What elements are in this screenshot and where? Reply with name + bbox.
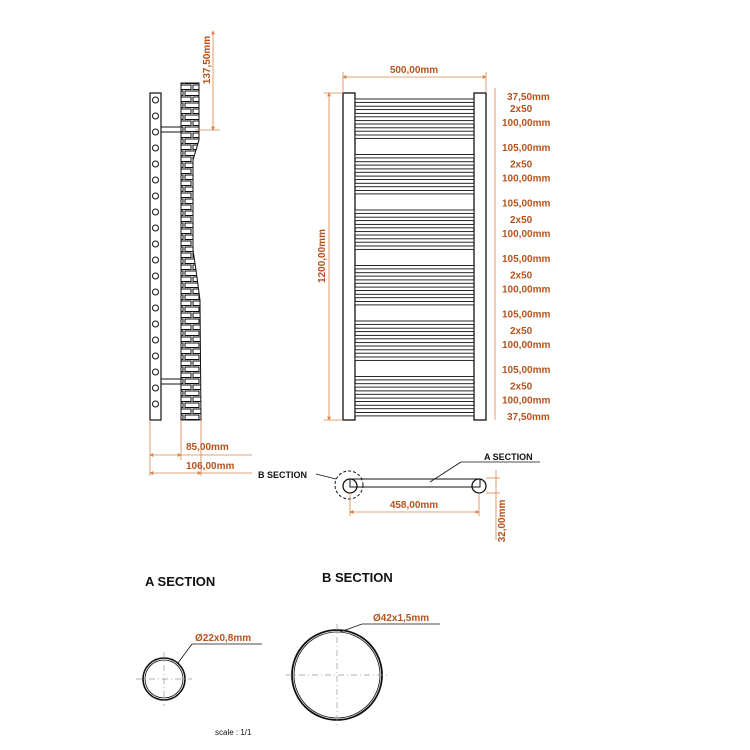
dim-spacing-top: 37,50mm: [507, 92, 550, 103]
towel-bar: [355, 413, 474, 416]
towel-bar: [355, 391, 474, 394]
towel-bar: [355, 183, 474, 186]
a-section-callout: A SECTION: [484, 452, 533, 462]
column-hole: [153, 257, 159, 263]
towel-bar: [355, 99, 474, 102]
side-view: [150, 31, 252, 476]
towel-bar: [355, 135, 474, 138]
towel-bar: [355, 121, 474, 124]
dim-spacing-bottom: 37,50mm: [507, 412, 550, 423]
top-view: [258, 452, 540, 542]
dim-gap: 100,00mm: [502, 229, 551, 240]
towel-bar: [355, 155, 474, 158]
column-hole: [153, 321, 159, 327]
towel-bar: [355, 176, 474, 179]
towel-bar: [355, 210, 474, 213]
dim-pair: 2x50: [510, 381, 533, 393]
towel-bar: [355, 217, 474, 220]
dim-next: 105,00mm: [502, 143, 551, 154]
towel-bar: [355, 162, 474, 165]
column-hole: [153, 305, 159, 311]
dim-next: 105,00mm: [502, 198, 551, 210]
towel-bar: [355, 343, 474, 346]
brick-wall: [181, 83, 201, 420]
towel-bars: [355, 99, 474, 416]
dim-next: 105,00mm: [502, 254, 551, 265]
towel-bar: [355, 302, 474, 305]
dim-depth-inner: 85,00mm: [186, 442, 229, 453]
dim-gap: 100,00mm: [502, 118, 551, 129]
towel-bar: [355, 384, 474, 387]
column-hole: [153, 225, 159, 231]
left-collector: [343, 93, 355, 420]
column-hole: [153, 369, 159, 375]
towel-bar: [355, 239, 474, 242]
column-hole: [153, 241, 159, 247]
section-a-title: A SECTION: [145, 574, 216, 589]
dim-gap: 100,00mm: [502, 284, 551, 296]
section-b-diameter: Ø42x1,5mm: [373, 613, 430, 624]
spacing-groups: [502, 104, 550, 407]
dim-top-depth: 32,00mm: [497, 499, 508, 543]
dim-inner-width: 458,00mm: [389, 500, 439, 511]
b-section-callout: B SECTION: [258, 470, 308, 480]
towel-bar: [355, 169, 474, 172]
dim-gap: 100,00mm: [502, 395, 551, 407]
dim-gap: 100,00mm: [502, 173, 551, 185]
column-hole: [153, 113, 159, 119]
column-hole: [153, 353, 159, 359]
towel-bar: [355, 405, 474, 408]
dim-pair: 2x50: [510, 215, 533, 226]
column-hole: [153, 129, 159, 135]
towel-bar: [355, 321, 474, 324]
towel-bar: [355, 246, 474, 249]
towel-bar: [355, 398, 474, 401]
towel-bar: [355, 266, 474, 269]
b-section-marker: [335, 471, 363, 499]
towel-bar: [355, 328, 474, 331]
towel-bar: [355, 350, 474, 353]
wall-bracket-bottom: [161, 379, 181, 384]
column-hole: [153, 385, 159, 391]
top-bar: [350, 479, 480, 487]
top-right-pipe: [472, 479, 486, 493]
towel-bar: [355, 106, 474, 109]
wall-bracket-top: [161, 127, 181, 132]
towel-bar: [355, 377, 474, 380]
section-b-title: B SECTION: [322, 570, 393, 585]
dim-next: 105,00mm: [502, 309, 551, 321]
towel-bar: [355, 280, 474, 283]
side-column-holes: [153, 97, 159, 407]
column-hole: [153, 145, 159, 151]
towel-bar: [355, 287, 474, 290]
section-b: [286, 570, 440, 726]
right-collector: [474, 93, 486, 420]
towel-bar: [355, 191, 474, 194]
dim-next: 105,00mm: [502, 365, 551, 376]
dim-pair: 2x50: [510, 159, 533, 171]
towel-bar: [355, 335, 474, 338]
column-hole: [153, 401, 159, 407]
dim-width: 500,00mm: [389, 65, 439, 76]
towel-bar: [355, 128, 474, 131]
towel-bar: [355, 232, 474, 235]
column-hole: [153, 337, 159, 343]
column-hole: [153, 97, 159, 103]
column-hole: [153, 193, 159, 199]
towel-bar: [355, 294, 474, 297]
section-a-diameter: Ø22x0,8mm: [195, 633, 252, 644]
dim-height: 1200,00mm: [317, 229, 328, 283]
dim-wall-offset: 137,50mm: [202, 35, 213, 85]
column-hole: [153, 177, 159, 183]
dim-gap: 100,00mm: [502, 340, 551, 351]
dim-pair: 2x50: [510, 326, 533, 337]
column-hole: [153, 161, 159, 167]
towel-bar: [355, 357, 474, 360]
front-view: [317, 65, 550, 423]
dim-pair: 2x50: [510, 270, 533, 282]
column-hole: [153, 273, 159, 279]
dim-depth-outer: 106,00mm: [186, 461, 235, 472]
towel-bar: [355, 273, 474, 276]
section-a: [136, 574, 262, 706]
towel-bar: [355, 113, 474, 116]
column-hole: [153, 209, 159, 215]
scale-label: scale : 1/1: [215, 728, 252, 737]
dim-pair: 2x50: [510, 104, 533, 115]
towel-bar: [355, 224, 474, 227]
column-hole: [153, 289, 159, 295]
